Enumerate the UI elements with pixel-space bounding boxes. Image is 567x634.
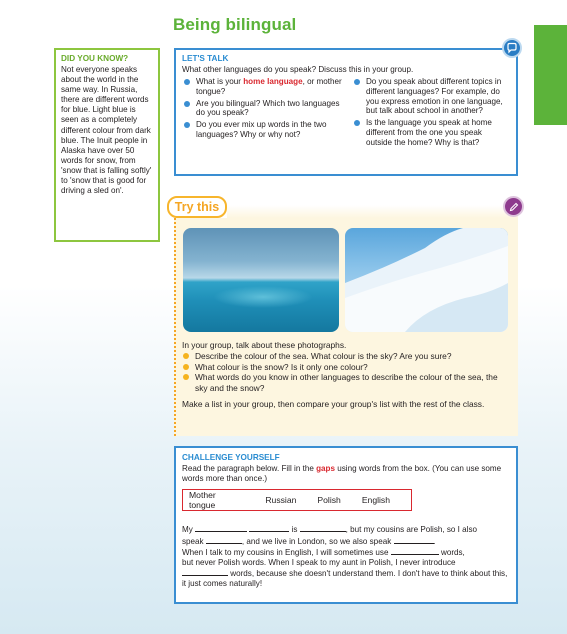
instr-text: Read the paragraph below. Fill in the	[182, 464, 317, 473]
home-language-highlight: home language	[243, 77, 303, 86]
try-this-text	[182, 340, 512, 409]
try-this-top-fade	[227, 205, 518, 218]
item-text: Describe the colour of the sea. What colour is the sky? Are you sure?	[195, 351, 452, 362]
bullet-dot	[183, 353, 189, 359]
item-text: What words do you know in other languages to describe the colour of the sea, the sky and the snow?	[195, 372, 498, 393]
bullet-dot	[183, 374, 189, 380]
bullet-dot	[354, 79, 360, 85]
gaps-highlight: gaps	[316, 464, 335, 473]
para-text: My	[182, 525, 193, 535]
pencil-icon	[503, 196, 524, 217]
word-option: Polish	[317, 495, 341, 506]
gap-blank[interactable]	[249, 524, 289, 532]
try-this-closing: Make a list in your group, then compare your group's list with the rest of the class.	[182, 399, 485, 410]
gap-blank[interactable]	[394, 536, 434, 544]
did-you-know-heading: DID YOU KNOW?	[61, 54, 129, 63]
question-text: Do you speak about different topics in different languages? For example, do you express emotion in one language, but talk about school in another?	[365, 77, 503, 116]
gap-blank[interactable]	[391, 547, 439, 555]
lets-talk-question	[182, 77, 350, 97]
try-this-label: Try this	[167, 196, 227, 218]
lets-talk-intro: What other languages do you speak? Discuss this in your group.	[182, 65, 414, 74]
did-you-know-box	[54, 48, 160, 242]
para-text: words,	[440, 547, 465, 557]
sea-light	[213, 286, 313, 308]
gap-fill-paragraph	[182, 524, 510, 589]
gap-blank[interactable]	[182, 568, 228, 576]
did-you-know-text: Not everyone speaks about the world in the same way. In Russia, there are different words for blue. Light blue is seen as a completely different colour from dark blue. The Inuit people in Alaska have over 50 words for snow, from 'snow that is falling softly' to 'snow that is good for driving a sled on'.	[61, 65, 152, 196]
question-text: Are you bilingual? Which two languages do you speak?	[196, 98, 340, 118]
snow-drift-shape	[345, 228, 508, 332]
challenge-heading: CHALLENGE YOURSELF	[182, 453, 280, 462]
lets-talk-question	[182, 99, 350, 119]
para-text: speak	[182, 536, 204, 546]
question-text: What is your	[196, 77, 244, 86]
bullet-dot	[184, 101, 190, 107]
item-text: What colour is the snow? Is it only one colour?	[195, 361, 368, 372]
bullet-dot	[183, 364, 189, 370]
word-option: English	[361, 495, 390, 506]
gap-blank[interactable]	[195, 524, 247, 532]
word-box	[182, 489, 412, 511]
snow-photo	[345, 228, 508, 332]
try-this-list	[182, 351, 512, 393]
lets-talk-question	[352, 77, 510, 116]
lets-talk-box	[174, 48, 518, 176]
instr-text: using words from the box. (You can use some words more than once.)	[182, 464, 502, 484]
bullet-dot	[184, 79, 190, 85]
para-text: , but my cousins are Polish, so I also	[345, 525, 478, 535]
green-page-tab	[534, 25, 567, 125]
gap-blank[interactable]	[206, 536, 242, 544]
para-text: is	[291, 525, 298, 535]
lets-talk-left-list	[182, 77, 350, 150]
page-title: Being bilingual	[173, 15, 297, 34]
para-text: When I talk to my cousins in English, I will sometimes use	[182, 547, 389, 557]
challenge-box	[174, 446, 518, 604]
para-text: .	[433, 536, 436, 546]
bullet-dot	[354, 120, 360, 126]
para-text: , and we live in London, so we also speak	[241, 536, 392, 546]
para-text: but never Polish words. When I speak to my aunt in Polish, I never introduce	[182, 558, 456, 568]
lets-talk-question	[352, 118, 510, 147]
bullet-dot	[184, 122, 190, 128]
sea-photo	[183, 228, 339, 332]
question-text: Is the language you speak at home different from the one you speak outside the home? Why is that?	[365, 118, 492, 147]
word-option: Russian	[265, 495, 297, 506]
lets-talk-heading: LET'S TALK	[182, 54, 229, 63]
challenge-instructions	[182, 464, 510, 484]
question-text: , or mother tongue?	[196, 77, 342, 96]
para-text: words, because she doesn't understand them. I don't have to think about this, it just comes naturally!	[182, 569, 508, 589]
try-this-item	[182, 372, 512, 393]
try-this-item	[182, 362, 512, 372]
chat-icon	[502, 38, 522, 58]
word-option: Mother tongue	[189, 490, 216, 511]
try-this-intro: In your group, talk about these photographs.	[182, 340, 347, 350]
question-text: Do you ever mix up words in the two languages? Why or why not?	[196, 120, 327, 139]
try-this-item	[182, 351, 512, 361]
lets-talk-question	[182, 120, 350, 140]
gap-blank[interactable]	[300, 524, 346, 532]
lets-talk-right-list	[352, 77, 510, 150]
